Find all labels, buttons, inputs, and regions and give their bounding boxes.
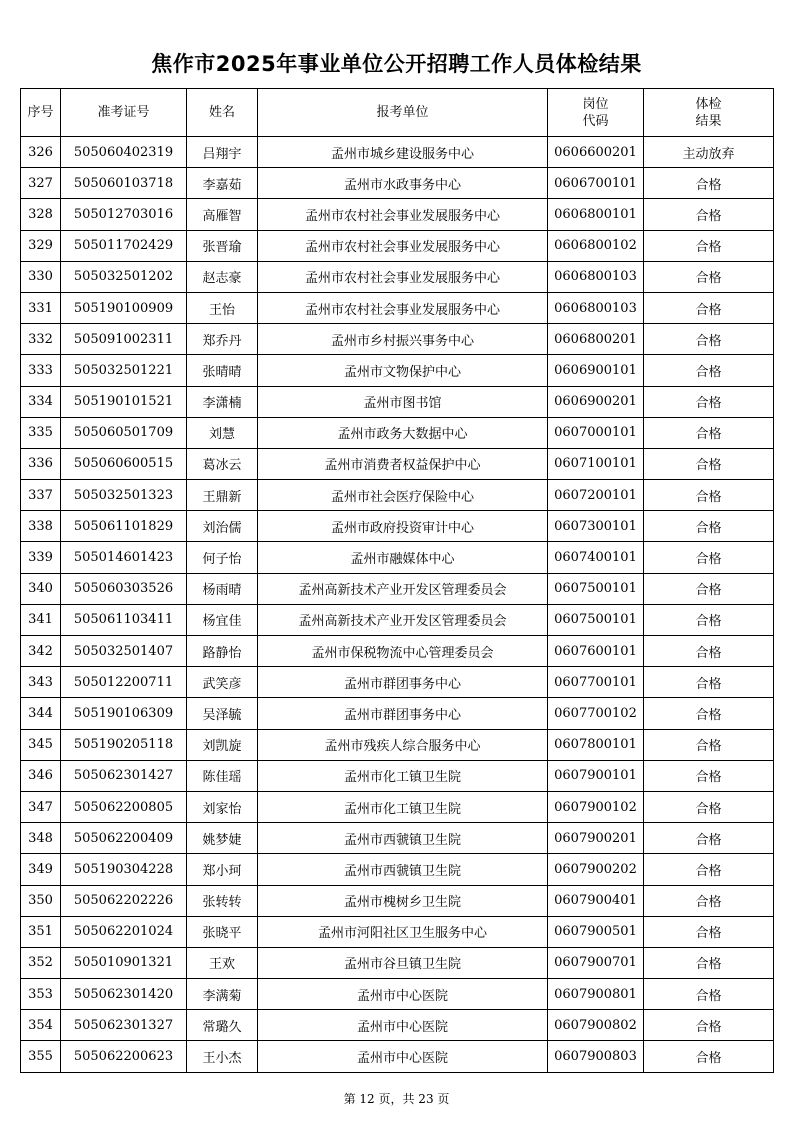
table-row [21,729,774,760]
seq-cell: 350 [21,885,61,916]
post-code-cell: 0607300101 [548,511,644,542]
exam-id-cell: 505190205118 [61,729,187,760]
results-table [20,88,774,1073]
exam-id-cell: 505190106309 [61,698,187,729]
header-post-code [548,89,644,137]
table-row [21,480,774,511]
seq-cell: 326 [21,137,61,168]
seq-cell: 345 [21,729,61,760]
result-cell: 合格 [644,511,774,542]
unit-cell: 孟州市中心医院 [258,1010,548,1041]
post-code-cell: 0607900101 [548,760,644,791]
unit-cell: 孟州市图书馆 [258,386,548,417]
post-code-cell: 0606700101 [548,168,644,199]
post-code-cell: 0607400101 [548,542,644,573]
unit-cell: 孟州市谷旦镇卫生院 [258,947,548,978]
post-code-cell: 0606900101 [548,355,644,386]
result-cell: 合格 [644,448,774,479]
result-cell: 合格 [644,854,774,885]
result-cell: 合格 [644,480,774,511]
table-row [21,199,774,230]
name-cell: 陈佳瑶 [187,760,258,791]
result-cell: 合格 [644,355,774,386]
post-code-cell: 0607500101 [548,604,644,635]
post-code-cell: 0607900102 [548,791,644,822]
result-cell: 合格 [644,604,774,635]
name-cell: 刘凯旋 [187,729,258,760]
post-code-cell: 0607900801 [548,979,644,1010]
exam-id-cell: 505060303526 [61,573,187,604]
result-cell: 合格 [644,791,774,822]
unit-cell: 孟州市农村社会事业发展服务中心 [258,230,548,261]
name-cell: 杨雨晴 [187,573,258,604]
post-code-cell: 0607600101 [548,636,644,667]
table-header-row [21,89,774,137]
result-cell: 合格 [644,916,774,947]
post-code-cell: 0607700102 [548,698,644,729]
table-row [21,667,774,698]
seq-cell: 330 [21,261,61,292]
result-cell: 合格 [644,199,774,230]
table-row [21,636,774,667]
name-cell: 武笑彦 [187,667,258,698]
table-row [21,511,774,542]
seq-cell: 352 [21,947,61,978]
unit-cell: 孟州市化工镇卫生院 [258,760,548,791]
result-cell: 合格 [644,417,774,448]
unit-cell: 孟州市农村社会事业发展服务中心 [258,199,548,230]
table-row [21,324,774,355]
unit-cell: 孟州市中心医院 [258,979,548,1010]
exam-id-cell: 505062200805 [61,791,187,822]
name-cell: 李满菊 [187,979,258,1010]
post-code-cell: 0607900202 [548,854,644,885]
name-cell: 何子怡 [187,542,258,573]
exam-id-cell: 505062201024 [61,916,187,947]
seq-cell: 331 [21,292,61,323]
seq-cell: 355 [21,1041,61,1072]
name-cell: 郑乔丹 [187,324,258,355]
result-cell: 合格 [644,760,774,791]
exam-id-cell: 505010901321 [61,947,187,978]
unit-cell: 孟州市农村社会事业发展服务中心 [258,261,548,292]
name-cell: 张晋瑜 [187,230,258,261]
post-code-cell: 0607700101 [548,667,644,698]
seq-cell: 337 [21,480,61,511]
name-cell: 王鼎新 [187,480,258,511]
seq-cell: 340 [21,573,61,604]
unit-cell: 孟州市消费者权益保护中心 [258,448,548,479]
seq-cell: 348 [21,823,61,854]
unit-cell: 孟州市水政事务中心 [258,168,548,199]
header-result-line1: 体检 [695,96,722,112]
header-post-code-line2: 代码 [582,113,609,129]
document-title: 焦作市2025年事业单位公开招聘工作人员体检结果 [151,52,642,76]
exam-id-cell: 505011702429 [61,230,187,261]
seq-cell: 334 [21,386,61,417]
exam-id-cell: 505060501709 [61,417,187,448]
unit-cell: 孟州市群团事务中心 [258,698,548,729]
result-cell: 合格 [644,386,774,417]
header-unit: 报考单位 [258,89,548,137]
table-row [21,417,774,448]
unit-cell: 孟州高新技术产业开发区管理委员会 [258,604,548,635]
table-row [21,791,774,822]
unit-cell: 孟州市社会医疗保险中心 [258,480,548,511]
table-row [21,386,774,417]
seq-cell: 335 [21,417,61,448]
seq-cell: 351 [21,916,61,947]
post-code-cell: 0607900802 [548,1010,644,1041]
exam-id-cell: 505014601423 [61,542,187,573]
table-row [21,230,774,261]
result-cell: 合格 [644,230,774,261]
header-seq: 序号 [21,89,61,137]
exam-id-cell: 505012200711 [61,667,187,698]
result-cell: 合格 [644,1041,774,1072]
result-cell: 主动放弃 [644,137,774,168]
name-cell: 李潇楠 [187,386,258,417]
table-row [21,979,774,1010]
exam-id-cell: 505062301427 [61,760,187,791]
exam-id-cell: 505060103718 [61,168,187,199]
name-cell: 赵志豪 [187,261,258,292]
exam-id-cell: 505060402319 [61,137,187,168]
unit-cell: 孟州市残疾人综合服务中心 [258,729,548,760]
table-row [21,823,774,854]
post-code-cell: 0607900501 [548,916,644,947]
result-cell: 合格 [644,1010,774,1041]
table-row [21,355,774,386]
post-code-cell: 0607900401 [548,885,644,916]
name-cell: 吕翔宇 [187,137,258,168]
table-row [21,698,774,729]
table-row [21,854,774,885]
result-cell: 合格 [644,168,774,199]
name-cell: 刘慧 [187,417,258,448]
unit-cell: 孟州市文物保护中心 [258,355,548,386]
result-cell: 合格 [644,729,774,760]
seq-cell: 336 [21,448,61,479]
post-code-cell: 0607500101 [548,573,644,604]
post-code-cell: 0607900201 [548,823,644,854]
seq-cell: 344 [21,698,61,729]
table-row [21,947,774,978]
exam-id-cell: 505060600515 [61,448,187,479]
result-cell: 合格 [644,947,774,978]
seq-cell: 347 [21,791,61,822]
exam-id-cell: 505190100909 [61,292,187,323]
name-cell: 张转转 [187,885,258,916]
exam-id-cell: 505061103411 [61,604,187,635]
post-code-cell: 0607000101 [548,417,644,448]
post-code-cell: 0606800103 [548,292,644,323]
header-name: 姓名 [187,89,258,137]
unit-cell: 孟州市西虢镇卫生院 [258,823,548,854]
result-cell: 合格 [644,542,774,573]
unit-cell: 孟州市群团事务中心 [258,667,548,698]
post-code-cell: 0606800101 [548,199,644,230]
seq-cell: 332 [21,324,61,355]
name-cell: 郑小珂 [187,854,258,885]
unit-cell: 孟州市乡村振兴事务中心 [258,324,548,355]
name-cell: 路静怡 [187,636,258,667]
name-cell: 王怡 [187,292,258,323]
table-row [21,137,774,168]
post-code-cell: 0607800101 [548,729,644,760]
post-code-cell: 0606600201 [548,137,644,168]
name-cell: 杨宜佳 [187,604,258,635]
result-cell: 合格 [644,573,774,604]
post-code-cell: 0607100101 [548,448,644,479]
table-row [21,885,774,916]
result-cell: 合格 [644,979,774,1010]
unit-cell: 孟州市政务大数据中心 [258,417,548,448]
exam-id-cell: 505061101829 [61,511,187,542]
table-row [21,573,774,604]
post-code-cell: 0607900803 [548,1041,644,1072]
unit-cell: 孟州高新技术产业开发区管理委员会 [258,573,548,604]
table-row [21,168,774,199]
page-footer: 第 12 页，共 23 页 [343,1092,450,1106]
result-cell: 合格 [644,885,774,916]
name-cell: 王欢 [187,947,258,978]
seq-cell: 346 [21,760,61,791]
exam-id-cell: 505062200409 [61,823,187,854]
seq-cell: 328 [21,199,61,230]
seq-cell: 349 [21,854,61,885]
exam-id-cell: 505190101521 [61,386,187,417]
post-code-cell: 0606900201 [548,386,644,417]
table-row [21,261,774,292]
name-cell: 刘治儒 [187,511,258,542]
exam-id-cell: 505062301327 [61,1010,187,1041]
seq-cell: 327 [21,168,61,199]
header-exam-id: 准考证号 [61,89,187,137]
seq-cell: 343 [21,667,61,698]
table-row [21,916,774,947]
result-cell: 合格 [644,698,774,729]
result-cell: 合格 [644,324,774,355]
seq-cell: 339 [21,542,61,573]
unit-cell: 孟州市化工镇卫生院 [258,791,548,822]
header-result [644,89,774,137]
table-row [21,1010,774,1041]
unit-cell: 孟州市城乡建设服务中心 [258,137,548,168]
exam-id-cell: 505032501202 [61,261,187,292]
name-cell: 姚梦婕 [187,823,258,854]
seq-cell: 329 [21,230,61,261]
result-cell: 合格 [644,823,774,854]
unit-cell: 孟州市融媒体中心 [258,542,548,573]
name-cell: 高雁智 [187,199,258,230]
table-row [21,604,774,635]
name-cell: 常璐久 [187,1010,258,1041]
name-cell: 吴泽毓 [187,698,258,729]
result-cell: 合格 [644,261,774,292]
result-cell: 合格 [644,636,774,667]
name-cell: 葛冰云 [187,448,258,479]
post-code-cell: 0607900701 [548,947,644,978]
exam-id-cell: 505012703016 [61,199,187,230]
table-row [21,542,774,573]
exam-id-cell: 505062200623 [61,1041,187,1072]
name-cell: 张晓平 [187,916,258,947]
table-row [21,760,774,791]
table-body [21,137,774,1073]
exam-id-cell: 505032501407 [61,636,187,667]
seq-cell: 338 [21,511,61,542]
unit-cell: 孟州市政府投资审计中心 [258,511,548,542]
header-post-code-line1: 岗位 [582,96,609,112]
post-code-cell: 0606800102 [548,230,644,261]
seq-cell: 353 [21,979,61,1010]
name-cell: 刘家怡 [187,791,258,822]
unit-cell: 孟州市中心医院 [258,1041,548,1072]
header-result-line2: 结果 [695,113,722,129]
exam-id-cell: 505032501323 [61,480,187,511]
name-cell: 王小杰 [187,1041,258,1072]
seq-cell: 354 [21,1010,61,1041]
seq-cell: 341 [21,604,61,635]
name-cell: 张晴晴 [187,355,258,386]
exam-id-cell: 505062202226 [61,885,187,916]
unit-cell: 孟州市保税物流中心管理委员会 [258,636,548,667]
post-code-cell: 0606800103 [548,261,644,292]
result-cell: 合格 [644,667,774,698]
table-row [21,1041,774,1072]
table-row [21,292,774,323]
unit-cell: 孟州市槐树乡卫生院 [258,885,548,916]
unit-cell: 孟州市河阳社区卫生服务中心 [258,916,548,947]
exam-id-cell: 505032501221 [61,355,187,386]
name-cell: 李嘉茹 [187,168,258,199]
result-cell: 合格 [644,292,774,323]
post-code-cell: 0606800201 [548,324,644,355]
unit-cell: 孟州市西虢镇卫生院 [258,854,548,885]
seq-cell: 342 [21,636,61,667]
exam-id-cell: 505091002311 [61,324,187,355]
post-code-cell: 0607200101 [548,480,644,511]
exam-id-cell: 505062301420 [61,979,187,1010]
exam-id-cell: 505190304228 [61,854,187,885]
seq-cell: 333 [21,355,61,386]
unit-cell: 孟州市农村社会事业发展服务中心 [258,292,548,323]
table-row [21,448,774,479]
